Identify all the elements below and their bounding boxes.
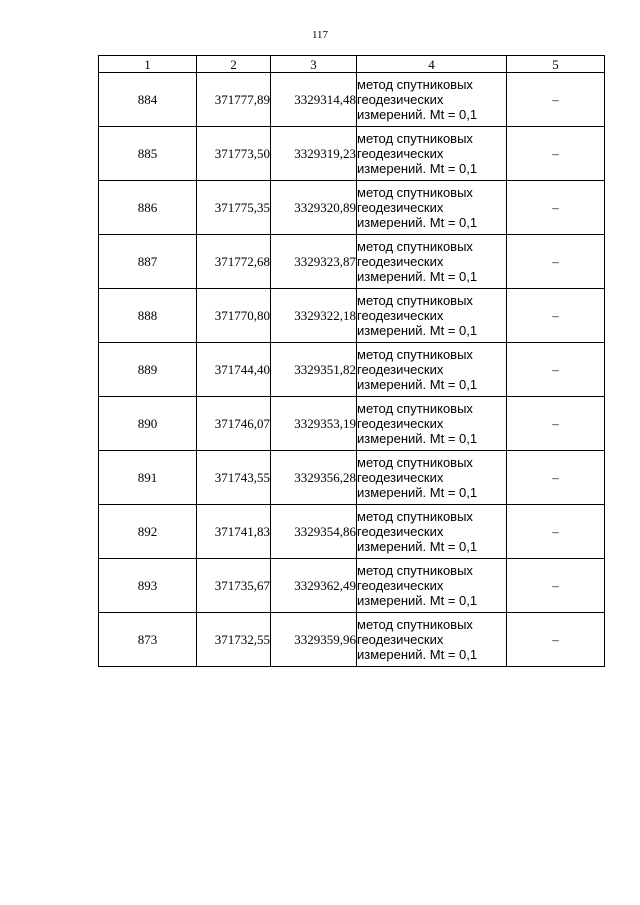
table-row: [99, 73, 605, 127]
method-text-line: метод спутниковых: [357, 77, 473, 92]
note-cell: –: [507, 289, 605, 343]
point-number-cell: 885: [99, 127, 197, 181]
y-coordinate-cell: 3329359,96: [271, 613, 357, 667]
method-text-line: геодезических: [357, 416, 444, 431]
table-row: [99, 181, 605, 235]
column-header: 3: [271, 56, 357, 73]
x-coordinate-cell: 371741,83: [197, 505, 271, 559]
y-coordinate-cell: 3329320,89: [271, 181, 357, 235]
method-text-line: метод спутниковых: [357, 293, 473, 308]
column-header: 2: [197, 56, 271, 73]
note-cell: –: [507, 559, 605, 613]
method-text-line: измерений. Mt = 0,1: [357, 161, 478, 176]
page-number: 117: [311, 29, 329, 41]
point-number-cell: 891: [99, 451, 197, 505]
table-row: [99, 613, 605, 667]
y-coordinate-cell: 3329354,86: [271, 505, 357, 559]
method-text-line: геодезических: [357, 362, 444, 377]
note-cell: –: [507, 613, 605, 667]
method-text-line: геодезических: [357, 524, 444, 539]
x-coordinate-cell: 371744,40: [197, 343, 271, 397]
method-text-line: метод спутниковых: [357, 617, 473, 632]
table-row: [99, 289, 605, 343]
method-cell: [357, 613, 507, 667]
method-text-line: геодезических: [357, 200, 444, 215]
note-cell: –: [507, 343, 605, 397]
method-text-line: геодезических: [357, 254, 444, 269]
method-text-line: измерений. Mt = 0,1: [357, 107, 478, 122]
method-text-line: метод спутниковых: [357, 131, 473, 146]
point-number-cell: 873: [99, 613, 197, 667]
method-cell: [357, 181, 507, 235]
column-header: 5: [507, 56, 605, 73]
method-cell: [357, 127, 507, 181]
method-text-line: метод спутниковых: [357, 347, 473, 362]
y-coordinate-cell: 3329322,18: [271, 289, 357, 343]
x-coordinate-cell: 371746,07: [197, 397, 271, 451]
method-text-line: метод спутниковых: [357, 509, 473, 524]
table-row: [99, 343, 605, 397]
x-coordinate-cell: 371735,67: [197, 559, 271, 613]
note-cell: –: [507, 451, 605, 505]
table-row: [99, 397, 605, 451]
method-cell: [357, 235, 507, 289]
method-text-line: измерений. Mt = 0,1: [357, 647, 478, 662]
method-text-line: измерений. Mt = 0,1: [357, 431, 478, 446]
y-coordinate-cell: 3329323,87: [271, 235, 357, 289]
table-row: [99, 235, 605, 289]
method-text-line: измерений. Mt = 0,1: [357, 377, 478, 392]
column-header: 4: [357, 56, 507, 73]
x-coordinate-cell: 371770,80: [197, 289, 271, 343]
note-cell: –: [507, 181, 605, 235]
y-coordinate-cell: 3329353,19: [271, 397, 357, 451]
point-number-cell: 893: [99, 559, 197, 613]
method-cell: [357, 343, 507, 397]
method-text-line: геодезических: [357, 308, 444, 323]
method-text-line: геодезических: [357, 92, 444, 107]
table-header-row: [99, 56, 605, 73]
x-coordinate-cell: 371773,50: [197, 127, 271, 181]
method-text-line: измерений. Mt = 0,1: [357, 323, 478, 338]
method-text-line: измерений. Mt = 0,1: [357, 485, 478, 500]
point-number-cell: 887: [99, 235, 197, 289]
method-cell: [357, 397, 507, 451]
method-text-line: измерений. Mt = 0,1: [357, 215, 478, 230]
note-cell: –: [507, 235, 605, 289]
note-cell: –: [507, 73, 605, 127]
point-number-cell: 892: [99, 505, 197, 559]
table-body: [99, 73, 605, 667]
method-text-line: геодезических: [357, 146, 444, 161]
method-text-line: метод спутниковых: [357, 455, 473, 470]
y-coordinate-cell: 3329314,48: [271, 73, 357, 127]
method-text-line: метод спутниковых: [357, 239, 473, 254]
method-text-line: геодезических: [357, 470, 444, 485]
point-number-cell: 888: [99, 289, 197, 343]
method-text-line: геодезических: [357, 632, 444, 647]
point-number-cell: 889: [99, 343, 197, 397]
note-cell: –: [507, 505, 605, 559]
method-text-line: измерений. Mt = 0,1: [357, 269, 478, 284]
method-text-line: измерений. Mt = 0,1: [357, 593, 478, 608]
method-text-line: метод спутниковых: [357, 563, 473, 578]
table-row: [99, 505, 605, 559]
x-coordinate-cell: 371775,35: [197, 181, 271, 235]
method-text-line: метод спутниковых: [357, 401, 473, 416]
method-text-line: измерений. Mt = 0,1: [357, 539, 478, 554]
method-cell: [357, 559, 507, 613]
y-coordinate-cell: 3329362,49: [271, 559, 357, 613]
table-row: [99, 127, 605, 181]
method-text-line: метод спутниковых: [357, 185, 473, 200]
note-cell: –: [507, 397, 605, 451]
y-coordinate-cell: 3329351,82: [271, 343, 357, 397]
method-cell: [357, 451, 507, 505]
x-coordinate-cell: 371772,68: [197, 235, 271, 289]
x-coordinate-cell: 371743,55: [197, 451, 271, 505]
method-cell: [357, 73, 507, 127]
column-header: 1: [99, 56, 197, 73]
note-cell: –: [507, 127, 605, 181]
y-coordinate-cell: 3329356,28: [271, 451, 357, 505]
method-text-line: геодезических: [357, 578, 444, 593]
table-row: [99, 451, 605, 505]
point-number-cell: 886: [99, 181, 197, 235]
point-number-cell: 884: [99, 73, 197, 127]
method-cell: [357, 505, 507, 559]
table-row: [99, 559, 605, 613]
y-coordinate-cell: 3329319,23: [271, 127, 357, 181]
method-cell: [357, 289, 507, 343]
x-coordinate-cell: 371777,89: [197, 73, 271, 127]
coordinates-table: [98, 55, 605, 667]
x-coordinate-cell: 371732,55: [197, 613, 271, 667]
point-number-cell: 890: [99, 397, 197, 451]
